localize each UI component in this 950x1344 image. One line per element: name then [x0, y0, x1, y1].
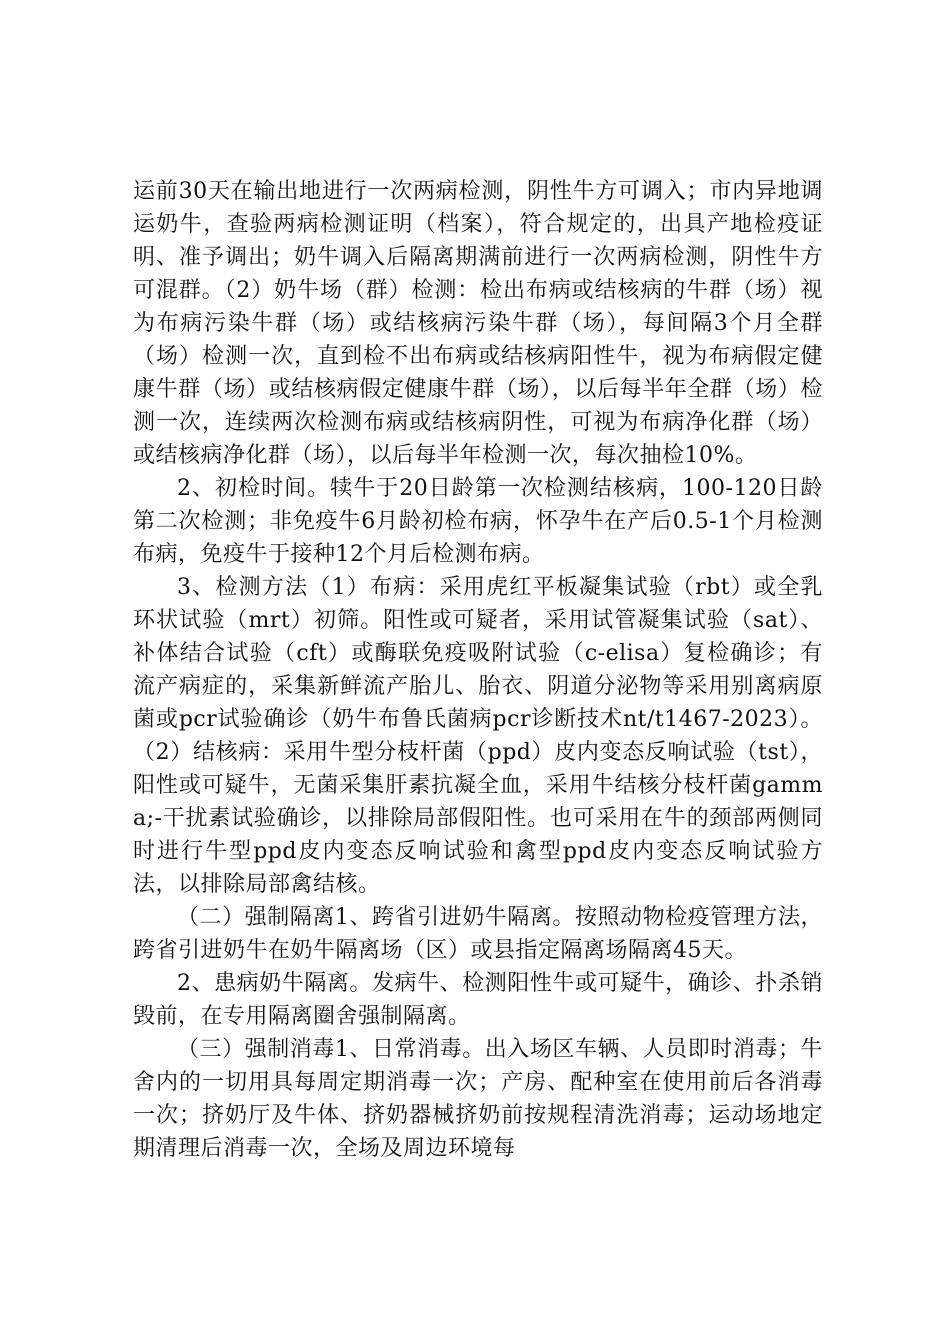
paragraph-1: 运前30天在输出地进行一次两病检测，阴性牛方可调入；市内异地调运奶牛，查验两病检测证明（档案），符合规定的，出具产地检疫证明、准予调出；奶牛调入后隔离期满前进行一次两病检测，阴性牛方可混群。（2）奶牛场（群）检测：检出布病或结核病的牛群（场）视为布病污染牛群（场）或结核病污染牛群（场），每间隔3个月全群（场）检测一次，直到检不出布病或结核病阳性牛，视为布病假定健康牛群（场）或结核病假定健康牛群（场），以后每半年全群（场）检测一次，连续两次检测布病或结核病阴性，可视为布病净化群（场）或结核病净化群（场），以后每半年检测一次，每次抽检10%。 — [133, 179, 823, 468]
paragraph-6: （三）强制消毒1、日常消毒。出入场区车辆、人员即时消毒；牛舍内的一切用具每周定期消毒一次；产房、配种室在使用前后各消毒一次；挤奶厅及牛体、挤奶器械挤奶前按规程清洗消毒；运动场地定期清理后消毒一次，全场及周边环境每 — [133, 1037, 823, 1161]
paragraph-5: 2、患病奶牛隔离。发病牛、检测阳性牛或可疑牛，确诊、扑杀销毁前，在专用隔离圈舍强制隔离。 — [133, 971, 823, 1029]
document-body — [133, 175, 823, 1165]
paragraph-2: 2、初检时间。犊牛于20日龄第一次检测结核病，100-120日龄第二次检测；非免疫牛6月龄初检布病，怀孕牛在产后0.5-1个月检测布病，免疫牛于接种12个月后检测布病。 — [133, 476, 823, 567]
paragraph-4: （二）强制隔离1、跨省引进奶牛隔离。按照动物检疫管理方法，跨省引进奶牛在奶牛隔离场（区）或县指定隔离场隔离45天。 — [133, 905, 823, 963]
paragraph-3: 3、检测方法（1）布病：采用虎红平板凝集试验（rbt）或全乳环状试验（mrt）初筛。阳性或可疑者，采用试管凝集试验（sat）、补体结合试验（cft）或酶联免疫吸附试验（c-elisa）复检确诊；有流产病症的，采集新鲜流产胎儿、胎衣、阴道分泌物等采用别离病原菌或pcr试验确诊（奶牛布鲁氏菌病pcr诊断技术nt/t1467-2023）。（2）结核病：采用牛型分枝杆菌（ppd）皮内变态反响试验（tst），阳性或可疑牛，无菌采集肝素抗凝全血，采用牛结核分枝杆菌gamma;-干扰素试验确诊，以排除局部假阳性。也可采用在牛的颈部两侧同时进行牛型ppd皮内变态反响试验和禽型ppd皮内变态反响试验方法，以排除局部禽结核。 — [133, 575, 823, 897]
